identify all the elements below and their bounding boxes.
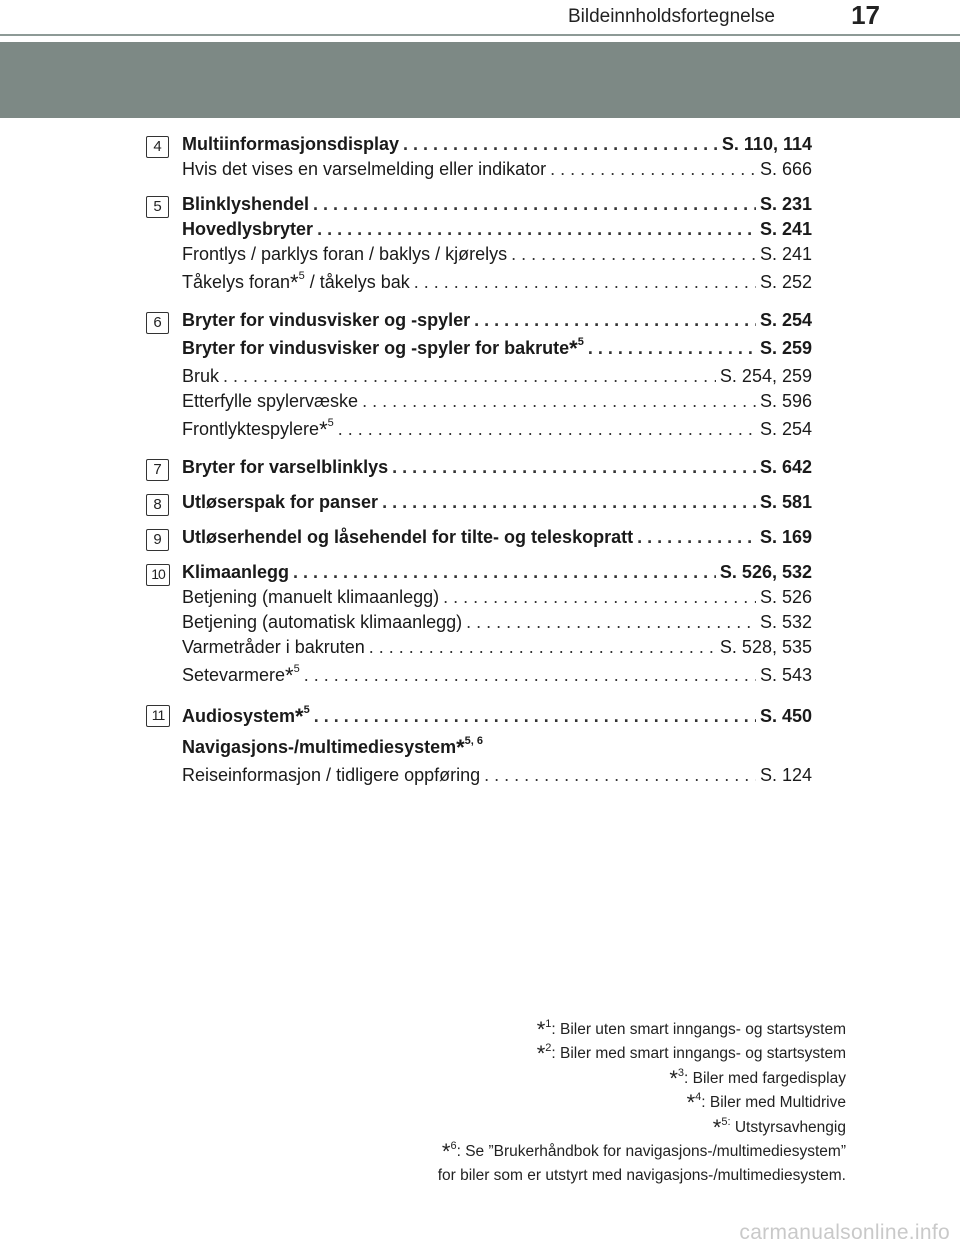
index-list	[0, 132, 960, 788]
index-entry	[182, 701, 812, 732]
page-reference: S. 526, 532	[719, 562, 812, 582]
index-entry	[182, 132, 812, 157]
dot-leader	[314, 701, 756, 732]
entry-label: Audiosystem*$^5$	[182, 704, 310, 729]
entry-label: Bruk	[182, 366, 220, 386]
entry-label: Bryter for vindusvisker og -spyler for bakrute*$^5$	[182, 336, 584, 361]
entry-label: Utløserspak for panser	[182, 492, 379, 512]
page-reference: S. 254	[759, 419, 812, 439]
page-reference: S. 124	[759, 765, 812, 785]
callout-number-marker: 8	[146, 494, 169, 516]
entry-label: Tåkelys foran*$^5$ / tåkelys bak	[182, 270, 410, 295]
watermark: carmanualsonline.info	[739, 1221, 950, 1244]
asterisk-icon: *	[441, 1139, 451, 1165]
page-reference: S. 110, 114	[721, 134, 812, 154]
footnote-ref: 5	[298, 270, 305, 282]
page-reference: S. 169	[759, 527, 812, 547]
index-entry	[182, 455, 812, 480]
index-subentry	[182, 660, 812, 691]
index-subentry	[182, 610, 812, 635]
asterisk-icon: *	[686, 1090, 696, 1116]
page-reference: S. 241	[759, 219, 812, 239]
index-entry	[182, 192, 812, 217]
page-reference: S. 259	[759, 338, 812, 358]
entry-label: Etterfylle spylervæske	[182, 391, 359, 411]
dot-leader	[588, 333, 756, 364]
page-reference: S. 543	[759, 665, 812, 685]
entry-label: Setevarmere*$^5$	[182, 663, 300, 688]
callout-number-marker: 4	[146, 136, 169, 158]
index-entry	[182, 732, 812, 763]
dot-leader	[338, 414, 756, 445]
asterisk-icon: *	[285, 663, 294, 688]
dot-leader	[382, 490, 756, 515]
footnote-text: : Biler uten smart inngangs- og startsystem	[551, 1021, 846, 1038]
page-reference: S. 581	[759, 492, 812, 512]
index-subentry	[182, 414, 812, 445]
footnote-line	[438, 1116, 846, 1140]
footnote-number: 4	[695, 1091, 702, 1104]
index-entry	[182, 308, 812, 333]
page-reference: S. 241	[759, 244, 812, 264]
footnote-text: : Se ”Brukerhåndbok for navigasjons-/multimediesystem”	[456, 1143, 846, 1161]
page-reference: S. 254	[759, 310, 812, 330]
index-section	[0, 192, 812, 298]
page-reference: S. 254, 259	[719, 366, 812, 386]
footnote-text: for biler som er utstyrt med navigasjons-/multimediesystem.	[437, 1167, 846, 1185]
entry-label: Utløserhendel og låsehendel for tilte- og teleskopratt	[182, 527, 634, 547]
footnote-text: : Biler med fargedisplay	[684, 1069, 846, 1087]
entry-label: Betjening (manuelt klimaanlegg)	[182, 587, 440, 607]
footnote-number: 5:	[721, 1115, 731, 1128]
dot-leader	[313, 192, 756, 217]
page-title: Bildeinnholdsfortegnelse	[567, 6, 775, 27]
dot-leader	[317, 217, 756, 242]
entry-label: Multiinformasjonsdisplay	[182, 134, 400, 154]
footnote-ref: 5	[293, 663, 300, 675]
dot-leader	[550, 157, 756, 182]
index-subentry	[182, 635, 812, 660]
index-subentry	[182, 364, 812, 389]
page-reference: S. 596	[759, 391, 812, 411]
footnotes	[438, 1018, 846, 1189]
header-divider	[0, 34, 960, 36]
footnote-text: : Biler med Multidrive	[701, 1094, 846, 1112]
callout-number-marker: 10	[146, 564, 170, 586]
index-subentry	[182, 763, 812, 788]
index-section	[0, 132, 812, 182]
dot-leader	[414, 267, 756, 298]
page-header	[0, 0, 960, 37]
entry-label: Blinklyshendel	[182, 194, 310, 214]
dot-leader	[392, 455, 756, 480]
index-section	[0, 560, 812, 691]
page-reference: S. 666	[759, 159, 812, 179]
index-subentry	[182, 585, 812, 610]
entry-label: Bryter for varselblinklys	[182, 457, 389, 477]
footnote-number: 1	[545, 1018, 552, 1030]
footnote-number: 6	[450, 1140, 457, 1153]
entry-label: Navigasjons-/multimediesystem*$^{5, 6}$	[182, 735, 484, 760]
footnote-number: 2	[545, 1042, 552, 1055]
dot-leader	[403, 132, 718, 157]
header-band	[0, 42, 960, 118]
footnote-line	[438, 1018, 846, 1042]
page-reference: S. 532	[759, 612, 812, 632]
footnote-ref: 5, 6	[464, 735, 484, 747]
asterisk-icon: *	[290, 270, 299, 295]
callout-number-marker: 7	[146, 459, 169, 481]
footnote-number: 3	[677, 1066, 685, 1079]
index-entry	[182, 217, 812, 242]
entry-label: Frontlys / parklys foran / baklys / kjørelys	[182, 244, 508, 264]
entry-label: Klimaanlegg	[182, 562, 290, 582]
page-reference: S. 642	[759, 457, 812, 477]
dot-leader	[466, 610, 756, 635]
entry-label: Betjening (automatisk klimaanlegg)	[182, 612, 463, 632]
page-reference: S. 526	[759, 587, 812, 607]
callout-number-marker: 6	[146, 312, 169, 334]
footnote-ref: 5	[303, 704, 310, 716]
dot-leader	[484, 763, 756, 788]
asterisk-icon: *	[456, 735, 465, 760]
index-entry	[182, 525, 812, 550]
footnote-line	[438, 1164, 846, 1188]
dot-leader	[369, 635, 716, 660]
entry-label: Hvis det vises en varselmelding eller indikator	[182, 159, 547, 179]
footnote-ref: 5	[327, 417, 334, 429]
footnote-line	[438, 1042, 846, 1066]
index-entry	[182, 333, 812, 364]
entry-label: Frontlyktespylere*$^5$	[182, 417, 334, 442]
dot-leader	[637, 525, 756, 550]
dot-leader	[362, 389, 756, 414]
index-section	[0, 525, 812, 550]
index-entry	[182, 490, 812, 515]
index-entry	[182, 560, 812, 585]
index-subentry	[182, 267, 812, 298]
dot-leader	[474, 308, 756, 333]
page-reference: S. 450	[759, 706, 812, 726]
callout-number-marker: 11	[146, 705, 170, 727]
dot-leader	[304, 660, 756, 691]
callout-number-marker: 9	[146, 529, 169, 551]
asterisk-icon: *	[569, 336, 578, 361]
index-section	[0, 308, 812, 445]
index-subentry	[182, 389, 812, 414]
index-section	[0, 701, 812, 788]
entry-label: Reiseinformasjon / tidligere oppføring	[182, 765, 481, 785]
index-subentry	[182, 242, 812, 267]
dot-leader	[293, 560, 716, 585]
footnote-line	[438, 1140, 846, 1164]
footnote-ref: 5	[577, 336, 584, 348]
dot-leader	[511, 242, 756, 267]
asterisk-icon: *	[669, 1065, 678, 1091]
footnote-text: : Biler med smart inngangs- og startsystem	[551, 1045, 846, 1063]
dot-leader	[443, 585, 756, 610]
entry-label: Bryter for vindusvisker og -spyler	[182, 310, 471, 330]
asterisk-icon: *	[536, 1017, 546, 1042]
footnote-text: Utstyrsavhengig	[730, 1118, 846, 1136]
index-section	[0, 455, 812, 480]
page-reference: S. 231	[759, 194, 812, 214]
footnote-line	[438, 1091, 846, 1115]
page-reference: S. 252	[759, 272, 812, 292]
entry-label: Hovedlysbryter	[182, 219, 314, 239]
index-section	[0, 490, 812, 515]
dot-leader	[223, 364, 716, 389]
index-subentry	[182, 157, 812, 182]
page-number: 17	[851, 0, 880, 30]
asterisk-icon: *	[295, 704, 304, 729]
callout-number-marker: 5	[146, 196, 169, 218]
footnote-line	[438, 1067, 846, 1091]
page-reference: S. 528, 535	[719, 637, 812, 657]
entry-label: Varmetråder i bakruten	[182, 637, 365, 657]
asterisk-icon: *	[536, 1041, 546, 1067]
asterisk-icon: *	[319, 417, 328, 442]
asterisk-icon: *	[712, 1114, 722, 1140]
